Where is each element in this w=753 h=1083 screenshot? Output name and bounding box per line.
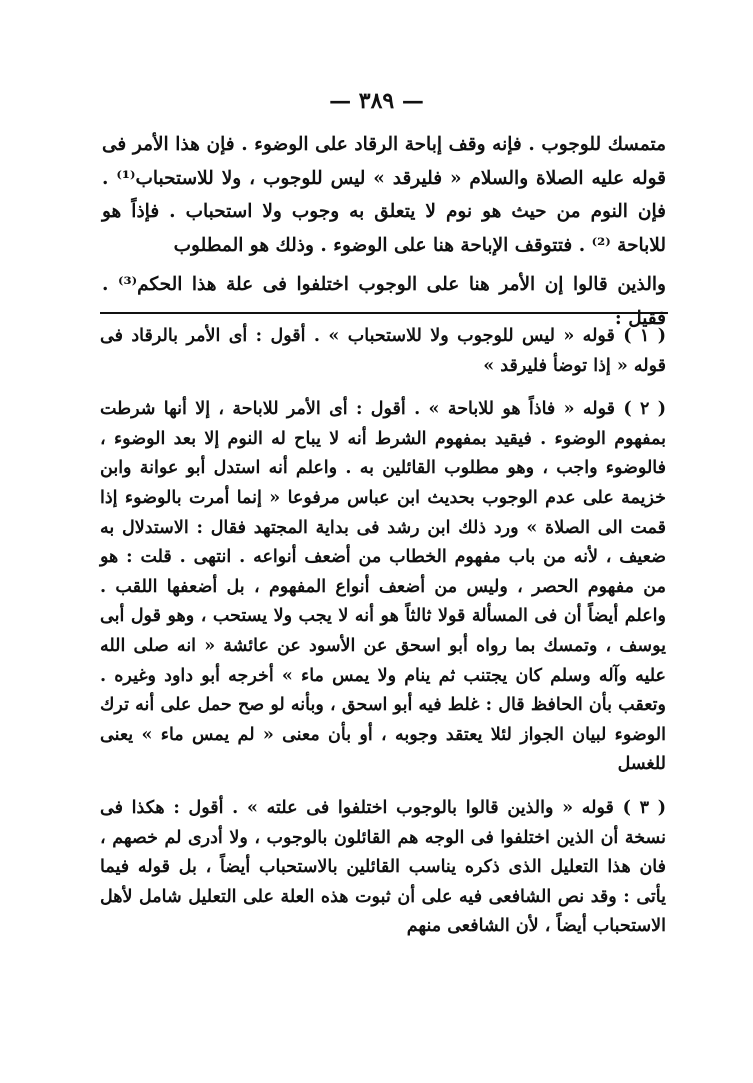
main-paragraph: والذين قالوا إن الأمر هنا على الوجوب اختلفوا فى علة هذا الحكم⁽³⁾ . فقيل :: [102, 274, 666, 329]
footnote-text: قوله « فاذاً هو للاباحة » . أقول : أى الأمر للاباحة ، إلا أنها شرطت بمفهوم الوضوء . فيقيد بمفهوم الشرط أنه لا يباح له النوم إلا بعد الوضوء ، فالوضوء واجب ، وهو مطلوب القائلين به . واعلم أنه استدل أبو عوانة وابن خزيمة على عدم الوجوب بحديث ابن عباس مرفوعا « إنما أمرت بالوضوء إذا قمت الى الصلاة » ورد ذلك ابن رشد فى بداية المجتهد فقال : الاستدلال به ضعيف ، لأنه من باب مفهوم الخطاب من أضعف أنواعه . انتهى . قلت : هو من مفهوم الحصر ، وليس من أضعف أنواع المفهوم ، بل أضعفها اللقب . واعلم أيضاً أن فى المسألة قولا ثالثاً هو أنه لا يجب ولا يستحب ، وهو قول أبى يوسف ، وتمسك بما رواه أبو اسحق عن الأسود عن عائشة « انه صلى الله عليه وآله وسلم كان يجتنب ثم ينام ولا يمس ماء » أخرجه أبو داود وغيره . وتعقب بأن الحافظ قال : غلط فيه أبو اسحق ، وبأنه لو صح حمل على أنه ترك الوضوء لبيان الجواز لئلا يعتقد وجوبه ، أو بأن معنى « لم يمس ماء » يعنى للغسل: [100, 399, 666, 775]
footnote-number: ( ٣ ): [622, 797, 667, 818]
footnote-text: قوله « ليس للوجوب ولا للاستحباب » . أقول : أى الأمر بالرقاد فى قوله « إذا توضأ فليرقد »: [100, 326, 666, 376]
footnote-text: قوله « والذين قالوا بالوجوب اختلفوا فى علته » . أقول : هكذا فى نسخة أن الذين اختلفوا فى الوجه هم القائلون بالوجوب ، ولا أدرى لم خصهم ، فان هذا التعليل الذى ذكره يناسب القائلين بالاستحباب أيضاً ، بل قوله فيما يأتى : وقد نص الشافعى فيه على أن ثبوت هذه العلة على التعليل شامل لأهل الاستحباب أيضاً ، لأن الشافعى منهم: [100, 797, 666, 937]
footnote: [100, 322, 666, 381]
footnotes: [100, 322, 666, 956]
main-text: [102, 128, 666, 335]
main-paragraph: متمسك للوجوب . فإنه وقف إباحة الرقاد على الوضوء . فإن هذا الأمر فى قوله عليه الصلاة والسلام « فليرقد » ليس للوجوب ، ولا للاستحباب⁽¹⁾ . فإن النوم من حيث هو نوم لا يتعلق به وجوب ولا استحباب . فإذاً هو للاباحة ⁽²⁾ . فتتوقف الإباحة هنا على الوضوء . وذلك هو المطلوب: [102, 134, 666, 256]
footnote: [100, 794, 666, 942]
page-number: — ٣٨٩ —: [329, 88, 424, 114]
footnote-divider: [100, 312, 668, 314]
footnote-number: ( ١ ): [623, 326, 666, 346]
footnote-number: ( ٢ ): [623, 399, 667, 420]
footnote: [100, 395, 666, 780]
